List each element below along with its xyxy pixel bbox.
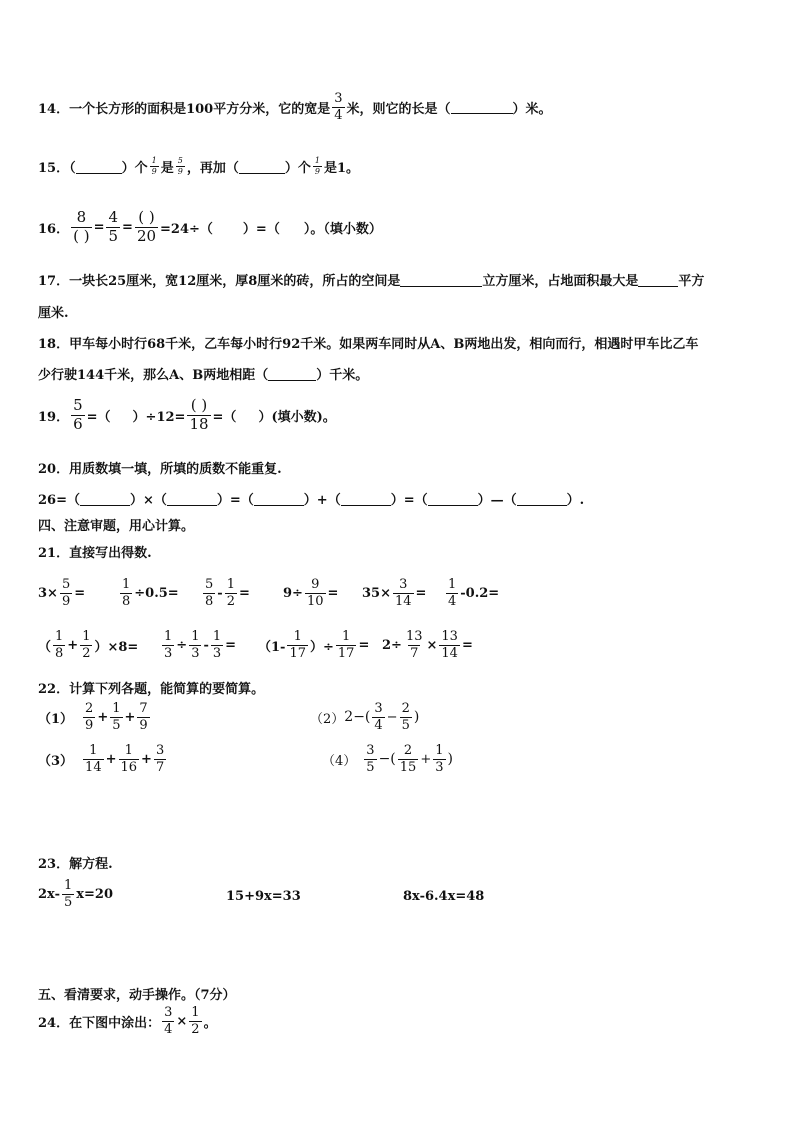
question-20-equation [38, 489, 584, 508]
q18-text2: 少行驶144千米，那么A、B两地相距（ [38, 368, 269, 383]
q20-blank-6[interactable] [517, 492, 567, 506]
q19-text4: ）(填小数)。 [258, 409, 336, 425]
q15-text1: ）个 [121, 161, 148, 177]
q18-text3: ）千米。 [316, 368, 369, 383]
q21-item-j: 2÷ $\frac{13}{7}$ × $\frac{13}{14}$ = [382, 629, 473, 661]
section-4-heading [38, 515, 194, 534]
q20-plus: ）+（ [303, 493, 341, 508]
q17-answer-blank-1[interactable] [400, 273, 482, 287]
q14-fraction: $\frac{3}{4}$ [334, 91, 343, 123]
q15-text2: 是 [160, 161, 174, 177]
q15-text3: ，再加（ [186, 161, 239, 177]
q22-title: 22．计算下列各题，能简算的要简算。 [38, 682, 265, 697]
question-20-title [38, 458, 282, 477]
question-19 [38, 398, 336, 433]
q16-text3: ）。（填小数） [303, 221, 382, 237]
q19-number: 19． [38, 409, 70, 425]
q20-equals-2: ）=（ [390, 493, 428, 508]
q16-fraction-2: $\frac{4}{5}$ [108, 208, 119, 245]
q21-item-g: （ $\frac{1}{8}$ + $\frac{1}{2}$ ）×8= [38, 629, 139, 661]
q21-item-f: $\frac{1}{4}$ -0.2= [448, 577, 500, 609]
q19-text2: ）÷12= [132, 409, 186, 425]
question-15 [38, 157, 359, 177]
q19-fraction-2: $\frac{( )}{18}$ [189, 396, 209, 433]
q15-text4: ）个 [284, 161, 311, 177]
q17-text3: 平方 [678, 274, 705, 289]
q22-problem-3: （3） $\frac{1}{14}$ + $\frac{1}{16}$ + $\frac{3}{7}$ [38, 743, 165, 775]
question-18-line-1 [38, 333, 698, 352]
q20-end: ）. [566, 493, 585, 508]
q15-fraction-1: $\frac{1}{9}$ [151, 156, 157, 177]
q16-equals-2: = [122, 219, 133, 235]
q20-times: ）×（ [129, 493, 167, 508]
q14-answer-blank[interactable] [451, 100, 513, 114]
q18-answer-blank[interactable] [268, 367, 316, 381]
q21-item-h: $\frac{1}{3}$ ÷ $\frac{1}{3}$ - $\frac{1}{3}$ = [164, 629, 237, 661]
q22-problem-4: （4） $\frac{3}{5}$ −( $\frac{2}{15}$ + $\frac{1}{3}$ ) [322, 743, 453, 775]
question-16 [38, 210, 382, 245]
q23-title: 23．解方程. [38, 857, 113, 872]
q15-answer-blank-1[interactable] [76, 160, 122, 174]
q16-fraction-1: $\frac{8}{( )}$ [73, 208, 90, 245]
q20-minus: ）—（ [477, 493, 517, 508]
q17-text4: 厘米. [38, 306, 69, 321]
q16-number: 16． [38, 221, 70, 237]
section-4-title: 四、注意审题，用心计算。 [38, 519, 195, 534]
q20-equals-1: ）=（ [216, 493, 254, 508]
q15-answer-blank-2[interactable] [239, 160, 285, 174]
q19-fraction-1: $\frac{5}{6}$ [73, 396, 83, 433]
q15-fraction-3: $\frac{1}{9}$ [314, 156, 320, 177]
q16-text1: =24÷（ [160, 221, 213, 237]
question-17-line-2 [38, 302, 69, 321]
q14-text2: 米，则它的长是（ [346, 101, 451, 117]
q22-problem-2: （2） 2−( $\frac{3}{4}$ − $\frac{2}{5}$ ) [310, 701, 420, 733]
q20-title: 20．用质数填一填，所填的质数不能重复. [38, 462, 282, 477]
q21-item-c: $\frac{5}{8}$ - $\frac{1}{2}$ = [205, 577, 250, 609]
q19-text1: =（ [86, 409, 111, 425]
question-17-line-1 [38, 270, 704, 289]
section-5-title: 五、看清要求，动手操作。（7分） [38, 988, 236, 1003]
q17-answer-blank-2[interactable] [638, 273, 678, 287]
question-22-title [38, 678, 264, 697]
q23-equation-3: 8x-6.4x=48 [403, 889, 485, 904]
q21-item-e: 35× $\frac{3}{14}$ = [362, 577, 427, 609]
q16-fraction-3: $\frac{( )}{20}$ [136, 208, 157, 245]
q21-title: 21．直接写出得数. [38, 546, 152, 561]
q20-blank-4[interactable] [341, 492, 391, 506]
q20-blank-2[interactable] [167, 492, 217, 506]
q14-text3: ）米。 [512, 101, 552, 117]
q21-item-b: $\frac{1}{8}$ ÷0.5= [122, 577, 179, 609]
q22-problem-1: （1） $\frac{2}{9}$ + $\frac{1}{5}$ + $\frac{7}{9}$ [38, 701, 148, 733]
q17-text2: 立方厘米，占地面积最大是 [482, 274, 639, 289]
question-21-title [38, 542, 152, 561]
q17-text1: 17．一块长25厘米，宽12厘米，厚8厘米的砖，所占的空间是 [38, 274, 401, 289]
q14-text: 14．一个长方形的面积是100平方分米，它的宽是 [38, 101, 331, 117]
q20-blank-1[interactable] [80, 492, 130, 506]
q20-start: 26=（ [38, 493, 80, 508]
q23-equation-2: 15+9x=33 [226, 889, 301, 904]
q21-item-i: （1- $\frac{1}{17}$ ）÷ $\frac{1}{17}$ = [258, 629, 370, 661]
q21-item-d: 9÷ $\frac{9}{10}$ = [283, 577, 339, 609]
question-24: 24．在下图中涂出： $\frac{3}{4}$ × $\frac{1}{2}$ 。 [38, 1005, 217, 1037]
q23-equation-1: 2x- $\frac{1}{5}$ x=20 [38, 878, 113, 910]
q16-text2: ）=（ [242, 221, 280, 237]
q15-text5: 是1。 [323, 161, 359, 177]
q20-blank-5[interactable] [428, 492, 478, 506]
q15-number: 15．（ [38, 161, 76, 177]
section-5-heading [38, 984, 236, 1003]
q18-text1: 18．甲车每小时行68千米，乙车每小时行92千米。如果两车同时从A、B两地出发，相向而行，相遇时甲车比乙车 [38, 337, 699, 352]
question-14 [38, 92, 552, 122]
q16-equals-1: = [93, 219, 105, 235]
q15-fraction-2: $\frac{5}{9}$ [177, 156, 183, 177]
q19-text3: =（ [212, 409, 237, 425]
q20-blank-3[interactable] [254, 492, 304, 506]
q21-item-a: 3× $\frac{5}{9}$ = [38, 577, 86, 609]
question-18-line-2 [38, 364, 368, 383]
question-23-title [38, 853, 113, 872]
